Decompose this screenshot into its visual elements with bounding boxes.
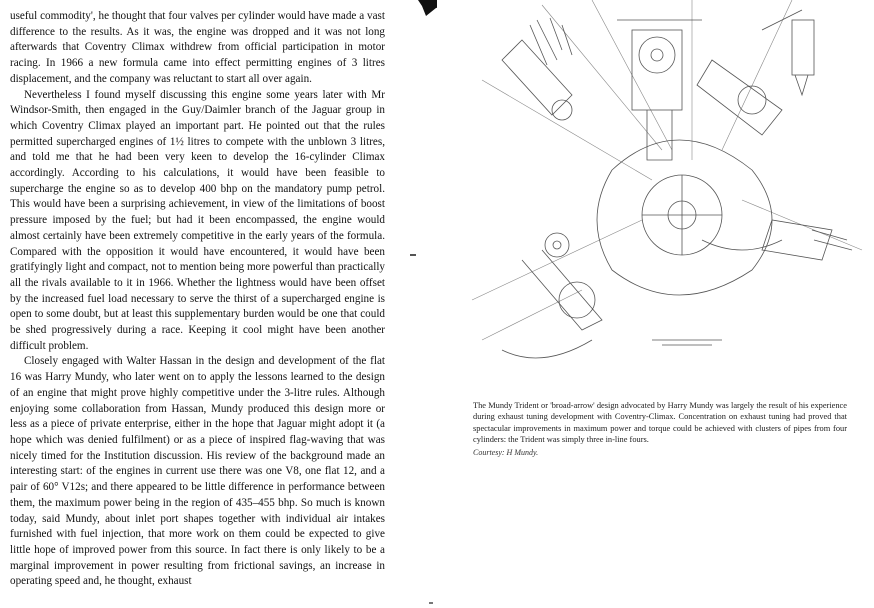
figure-credit: Courtesy: H Mundy. <box>473 448 539 457</box>
trident-engine-drawing <box>462 0 874 382</box>
paragraph-2: Nevertheless I found myself discussing this engine some years later with Mr Windsor-Smith, then engaged in the Guy/Daimler branch of the Jaguar group in which Coventry Climax played an important part. He pointed out that the rules permitted supercharged engines of 1½ litres to compete with the unblown 3 litres, and told me that he had been very keen to develop the 16-cylinder Climax accordingly. According to his calculations, it would have been feasible to supercharge the engine so as to develop 400 bhp on the mandatory pump petrol. This would have been a surprising achievement, in view of the limitations of boost pressure imposed by the fuel; but had it been encompassed, the engine would almost certainly have been extremely competitive in the early years of the formula. Compared with the opposition it would have encountered, it would have been gratifyingly light and compact, not to mention being more powerful than practically all the rivals available to it in 1966. Whether the lightness would have been offset by the increased fuel load necessary to serve the thirst of a supercharged engine is open to some doubt, but at least this supplementary burden would be one that could be shed progressively during a race. Keeping it cool might have been another difficult problem. <box>10 88 385 352</box>
lower-left-parts <box>502 233 602 358</box>
left-bank <box>502 18 572 120</box>
right-bank <box>697 10 814 135</box>
centre-bank <box>617 20 702 160</box>
guide-lines <box>472 0 862 340</box>
paragraph-1: useful commodity', he thought that four valves per cylinder would have made a vast difference to the results. As it was, the engine was dropped and it was not long afterwards that Coventry Climax withdrew from official participation in motor racing. In 1966 a new formula came into effect permitting engines of 3 litres displacement, and the company was reluctant to start all over again. <box>10 10 385 85</box>
bottom-mark <box>429 602 433 604</box>
paragraph-3: Closely engaged with Walter Hassan in the design and development of the flat 16 was Harry Mundy, who later went on to apply the lessons learned to the design of an engine that might prove highly competitive under the 3-litre rules. Although enjoying some collaboration from Hassan, Mundy produced this design more or less as a piece of private enterprise, either in the hope that Jaguar might adopt it (a hope which was denied fulfilment) or as a piece of inspired flag-waving that was nicely timed for the Institution discussion. His review of the background made an interesting start: of the engines in current use there was one V8, one flat 12, and a pair of 60° V12s; and there appeared to be little difference in performance between them, the maximum power being in the region of 435–455 bhp. So much is known today, said Mundy, about inlet port shapes together with individual air intakes furnished with fuel injection, that more work on them could be expected to give little hope of improved power from this source. In fact there is only likely to be a marginal improvement in power resulting from frictional savings, an increase in operating speed and, he thought, exhaust <box>10 355 385 588</box>
figure-caption: The Mundy Trident or 'broad-arrow' design advocated by Harry Mundy was largely the result of his experience during exhaust tuning development with Coventry-Climax. Concentration on exhaust tuning had proved that spectacular improvements in maximum power and torque could be achieved with clusters of pipes from four cylinders: the Trident was simply three in-line fours. <box>473 401 847 445</box>
margin-mark <box>410 254 416 256</box>
crankcase <box>597 140 782 295</box>
body-text-column <box>10 9 385 590</box>
